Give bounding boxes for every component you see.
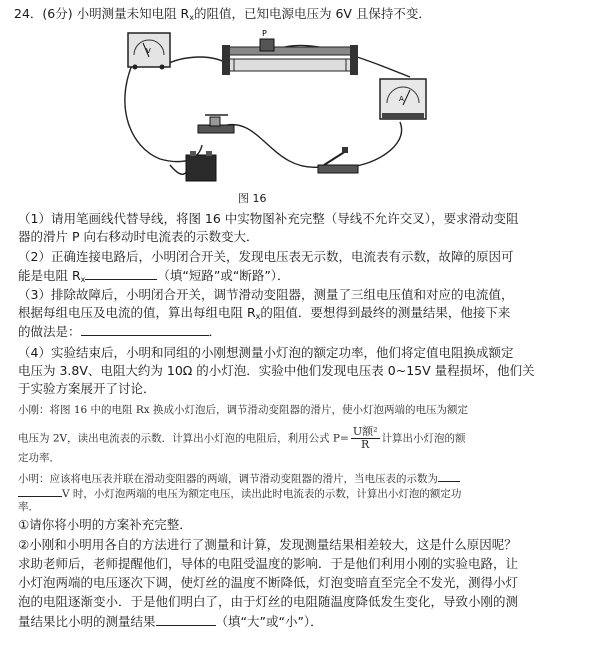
- rx-subscript-2: x: [255, 312, 261, 321]
- xiaogang-text-b: 计算出小灯泡的额: [381, 432, 466, 445]
- question-header: [14, 6, 431, 26]
- part3-text-a: 根据每组电压及电流的值，算出每组电阻 R: [18, 305, 256, 320]
- header-tail: 的阻值，已知电源电压为 6V 且保持不变．: [193, 6, 431, 21]
- rheostat: [222, 29, 358, 75]
- xiaoming-line2: [18, 484, 461, 502]
- part1-line2: 器的滑片 P 向右移动时电流表的示数变大．: [18, 229, 259, 244]
- xiaoming-line3: 率．: [18, 501, 39, 513]
- ammeter-label: A: [399, 95, 404, 103]
- subq2-line2: 求助老师后，老师提醒他们，导体的电阻受温度的影响．于是他们利用小刚的实验电路，让: [18, 556, 519, 571]
- xiaogang-text-a: 电压为 2V，读出电流表的示数．计算出小灯泡的电阻后，利用公式 P=: [18, 432, 349, 445]
- part3-text-end: ．: [208, 324, 222, 339]
- formula-denominator: R: [361, 438, 370, 451]
- answer-blank-voltage-b[interactable]: [18, 484, 62, 497]
- subq2-line3: 小灯泡两端的电压逐次下调，使灯丝的温度不断降低，灯泡变暗直至完全不发光，测得小灯: [18, 575, 519, 590]
- figure-caption: 图 16: [238, 192, 267, 205]
- slider-p-label: P: [262, 29, 267, 38]
- subq2-text-end: （填“大”或“小”）．: [215, 614, 323, 629]
- battery: [186, 151, 216, 181]
- circuit-figure: [110, 27, 440, 187]
- subq1: ①请你将小明的方案补充完整．: [18, 517, 192, 532]
- part3-line1: （3）排除故障后，小明闭合开关，调节滑动变阻器，测量了三组电压值和对应的电流值，: [18, 287, 514, 302]
- part2-line2: [18, 267, 290, 288]
- part3-text-b: 的阻值．要想得到最终的测量结果，他接下来: [260, 305, 511, 320]
- answer-blank-method[interactable]: [81, 323, 209, 336]
- formula-numerator: U额²: [352, 425, 378, 438]
- power-formula: [351, 426, 380, 451]
- answer-blank-compare[interactable]: [156, 613, 216, 626]
- switch: [318, 147, 358, 173]
- part2-text-b: （填“短路”或“断路”）．: [157, 268, 290, 283]
- xiaogang-line1: 小刚：将图 16 中的电阻 Rx 换成小灯泡后，调节滑动变阻器的滑片，使小灯泡两端的电压为额定: [18, 404, 469, 416]
- part3-line3: [18, 323, 221, 340]
- part4-line2: 电压为 3.8V、电阻大约为 10Ω 的小灯泡．实验中他们发现电压表 0~15V 量程损坏，他们关: [18, 363, 535, 378]
- ammeter: [380, 79, 426, 119]
- xiaoming-text-b: V 时，小灯泡两端的电压为额定电压，读出此时电流表的示数，计算出小灯泡的额定功: [62, 488, 462, 500]
- answer-blank-fault[interactable]: [85, 267, 157, 280]
- part4-line3: 于实验方案展开了讨论．: [18, 381, 156, 396]
- part2-text-a: 能是电阻 R: [18, 268, 81, 283]
- xiaoming-text-a: 小明：应该将电压表并联在滑动变阻器的两端，调节滑动变阻器的滑片，当电压表的示数为: [18, 473, 438, 485]
- subq2-line1: ②小刚和小明用各自的方法进行了测量和计算，发现测量结果相差较大，这是什么原因呢？: [18, 537, 517, 552]
- subq2-line5: [18, 613, 323, 630]
- subq2-line4: 泡的电阻逐渐变小．于是他们明白了，由于灯丝的电阻随温度降低发生变化，导致小刚的测: [18, 594, 519, 609]
- xiaogang-line3: 定功率．: [18, 452, 60, 464]
- header-subscript: x: [189, 13, 194, 22]
- answer-blank-voltage-a[interactable]: [438, 469, 460, 482]
- subq2-text: 量结果比小明的测量结果: [18, 614, 156, 629]
- part2-line1: （2）正确连接电路后，小明闭合开关，发现电压表无示数，电流表有示数，故障的原因可: [18, 249, 514, 264]
- header-text: 24．(6分) 小明测量未知电阻 R: [14, 6, 190, 21]
- resistor-rx: [198, 115, 234, 133]
- rx-subscript: x: [80, 275, 86, 284]
- part4-line1: （4）实验结束后，小明和同组的小刚想测量小灯泡的额定功率，他们将定值电阻换成额定: [18, 345, 514, 360]
- part3-text-c: 的做法是：: [18, 324, 81, 339]
- xiaogang-line2: [18, 426, 466, 451]
- part3-line2: [18, 305, 510, 325]
- part1-line1: （1）请用笔画线代替导线，将图 16 中实物图补充完整（导线不允许交叉），要求滑动变阻: [18, 211, 519, 226]
- voltmeter: [128, 33, 170, 70]
- voltmeter-label: V: [146, 47, 151, 55]
